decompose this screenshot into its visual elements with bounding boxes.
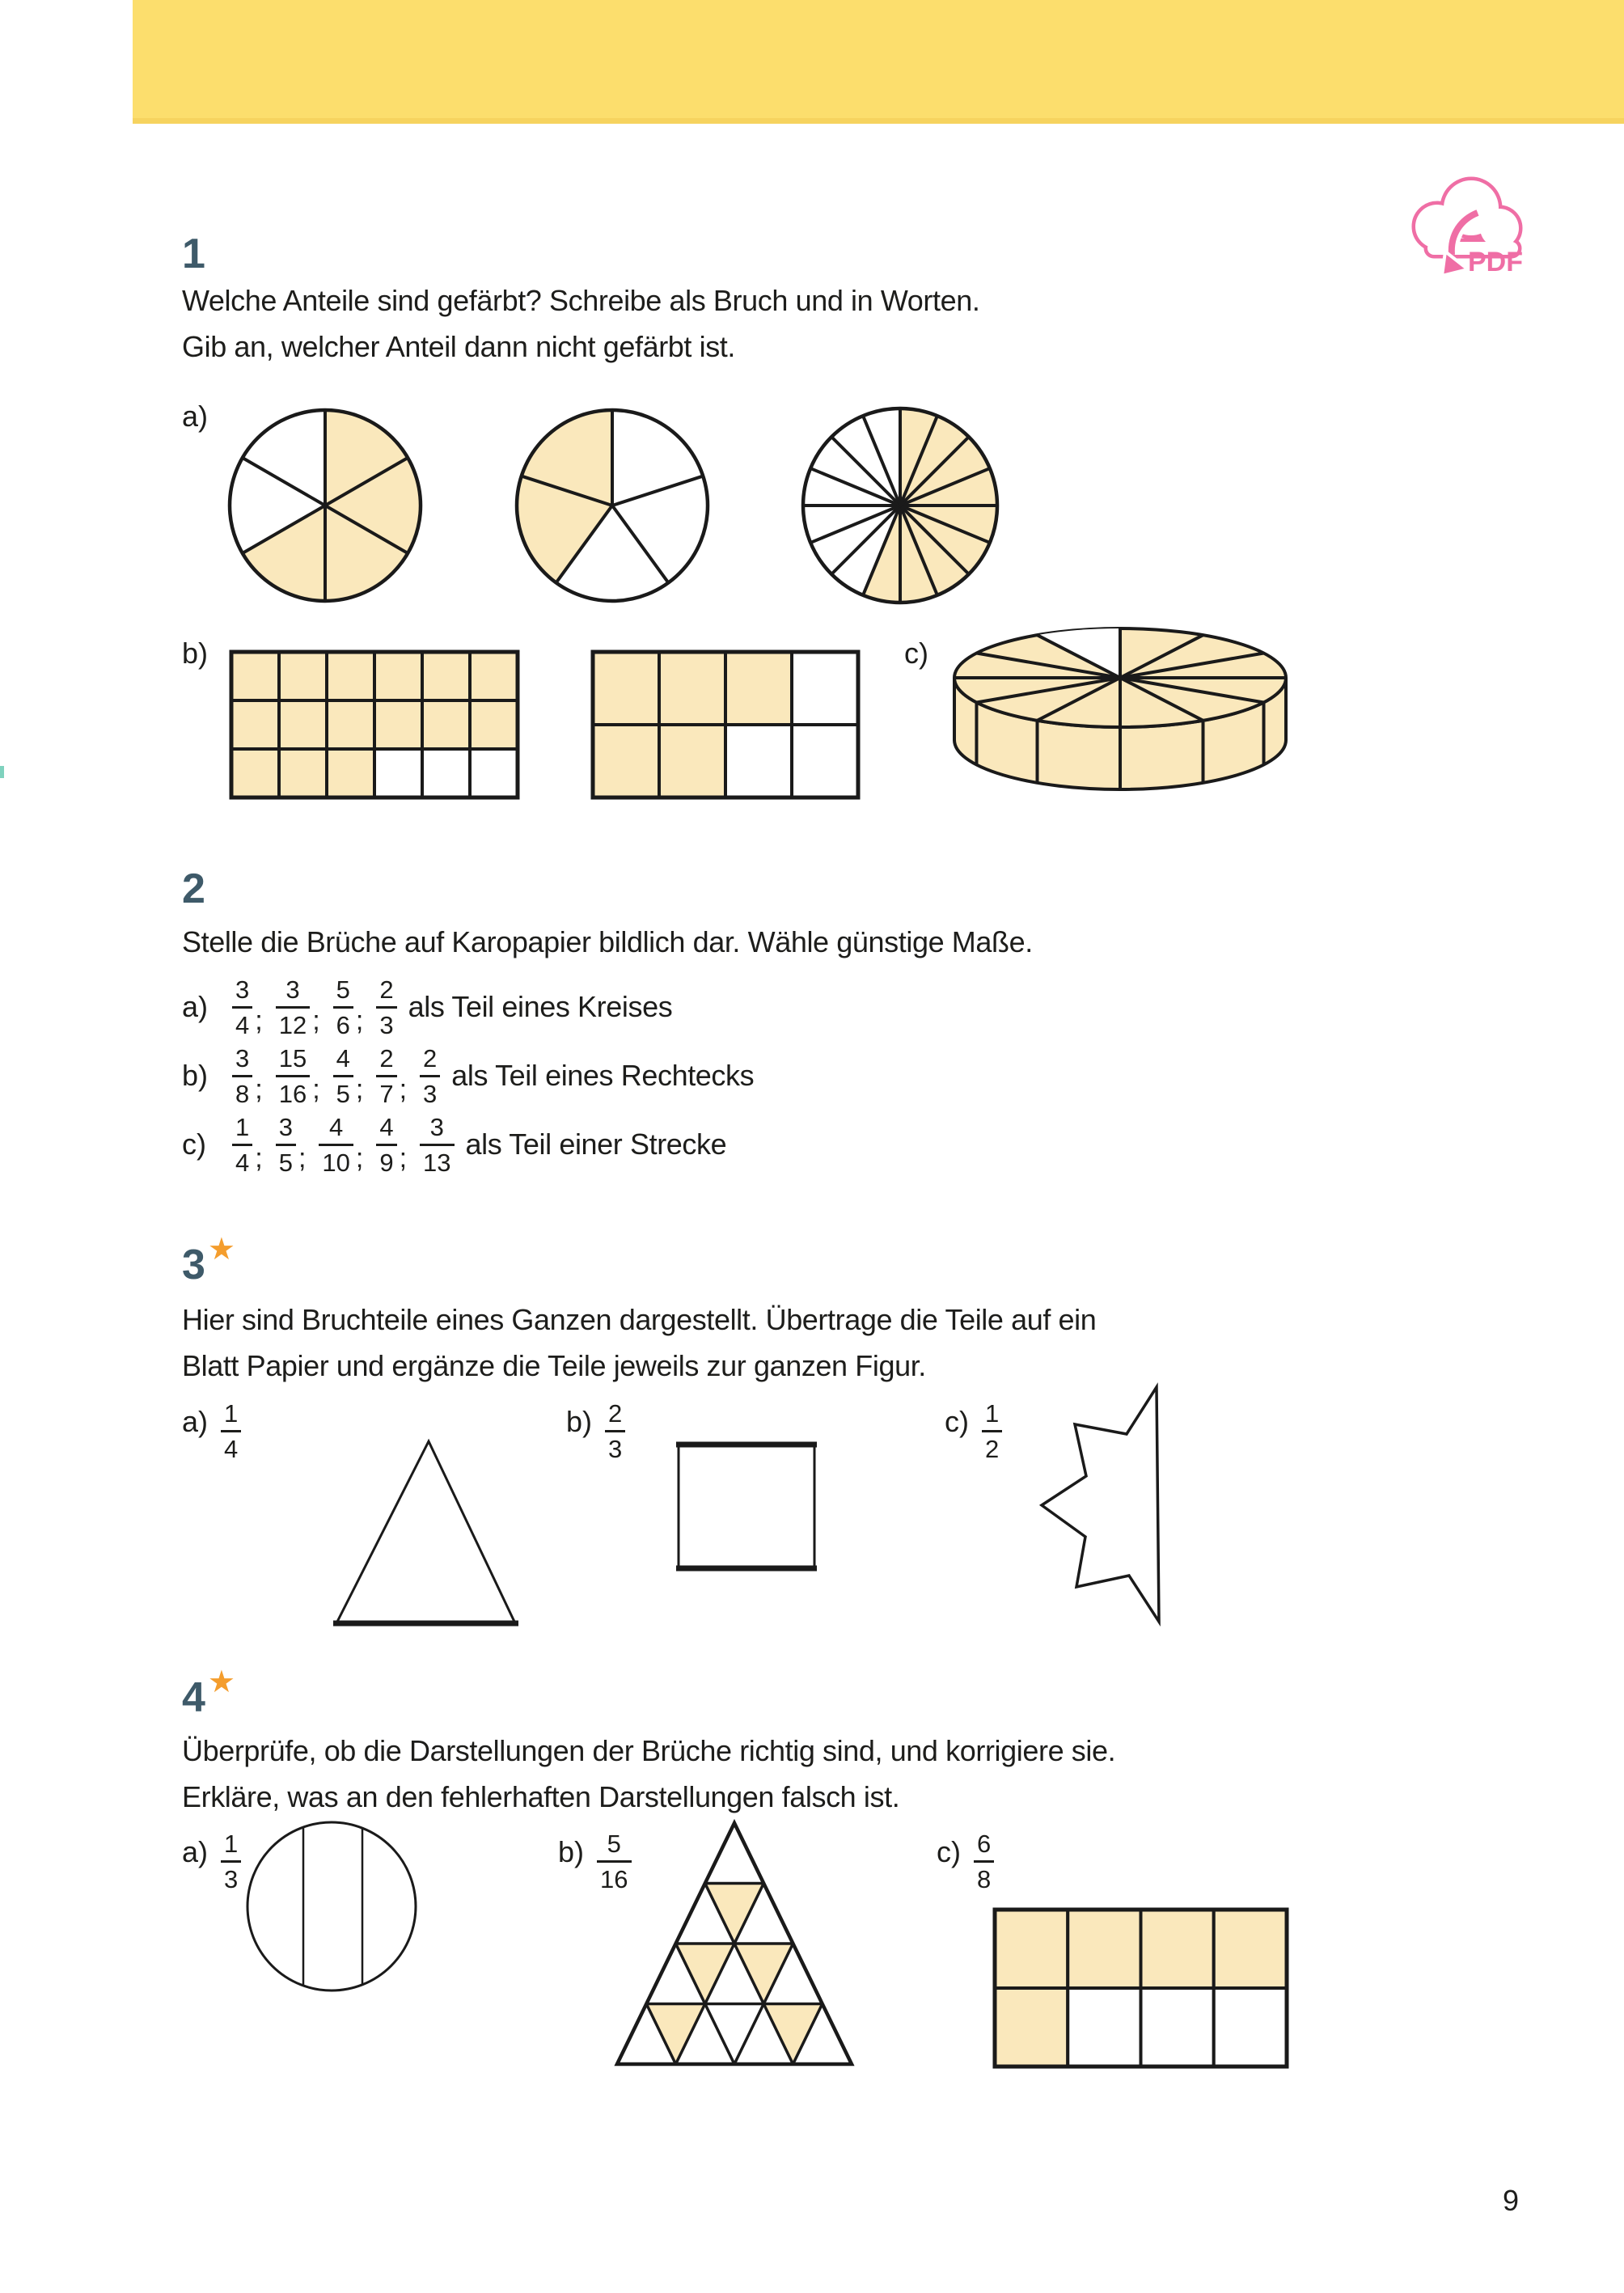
fraction: $\frac{2}{3}$ (420, 1046, 440, 1106)
trim-mark (0, 766, 4, 778)
task4-grid-4x2 (995, 1910, 1287, 2067)
fraction: $\frac{2}{7}$ (376, 1046, 396, 1106)
task4-item-b-letter: b) (558, 1835, 585, 1868)
pdf-download-icon[interactable] (1403, 166, 1541, 283)
task4-item-a-letter: a) (182, 1835, 209, 1868)
fraction-separator: ; (355, 1074, 364, 1105)
task1-cake-twelve-slices (954, 628, 1286, 789)
fraction-separator: ; (298, 1143, 307, 1174)
fraction-separator: ; (255, 1005, 263, 1036)
task1-part-c-label: c) (904, 637, 928, 670)
fraction: $\frac{1}{4}$ (232, 1115, 252, 1175)
task2-row-suffix: als Teil einer Strecke (465, 1127, 727, 1161)
pdf-icon-label: PDF (1468, 247, 1523, 277)
fraction: $\frac{5}{6}$ (333, 977, 353, 1038)
task2-row-letter: a) (182, 990, 209, 1023)
task4-number (182, 1665, 235, 1721)
fraction-separator: ; (312, 1074, 320, 1105)
fraction: $\frac{4}{10}$ (319, 1115, 353, 1175)
fraction: $\frac{15}{16}$ (276, 1046, 310, 1106)
task4-star-icon: ★ (207, 1665, 235, 1699)
header-yellow-band-edge (133, 118, 1624, 124)
task1-number (182, 233, 205, 275)
fraction: $\frac{3}{4}$ (232, 977, 252, 1038)
task4-instruction-line2: Erkläre, was an den fehlerhaften Darstellungen falsch ist. (182, 1780, 900, 1813)
task2-row-b (182, 1042, 754, 1110)
fraction: $\frac{3}{8}$ (232, 1046, 252, 1106)
task4-item-a-fraction: $\frac{1}{3}$ (221, 1831, 241, 1892)
task3-item-c-label (945, 1399, 1002, 1463)
fraction-separator: ; (355, 1143, 364, 1174)
task1-pie-five-fifths (517, 410, 708, 601)
task4-item-c-label (937, 1830, 994, 1893)
fraction: $\frac{3}{12}$ (276, 977, 310, 1038)
fraction: $\frac{4}{9}$ (376, 1115, 396, 1175)
task3-item-b-letter: b) (566, 1405, 593, 1438)
task3-item-c-letter: c) (945, 1405, 969, 1438)
task1-pie-six-sixths (230, 410, 421, 601)
task3-item-c-fraction: $\frac{1}{2}$ (982, 1401, 1002, 1462)
task4-circle-two-chords-shape (247, 1822, 416, 1991)
task3-instruction-line2: Blatt Papier und ergänze die Teile jeweils zur ganzen Figur. (182, 1349, 926, 1382)
task1-instruction-line1: Welche Anteile sind gefärbt? Schreibe als Bruch und in Worten. (182, 284, 980, 317)
task2-number-text: 2 (182, 865, 205, 912)
task2-row-letter: b) (182, 1059, 209, 1092)
fraction-separator: ; (255, 1074, 263, 1105)
task1-grid-6x3 (231, 652, 518, 797)
task1-instruction-line2: Gib an, welcher Anteil dann nicht gefärbt ist. (182, 330, 736, 363)
task1-part-a-label: a) (182, 400, 209, 433)
fraction-separator: ; (355, 1005, 364, 1036)
task4-item-b-fraction: $\frac{5}{16}$ (597, 1831, 631, 1892)
task2-row-c (182, 1111, 726, 1178)
task3-item-a-label (182, 1399, 241, 1463)
fraction-separator: ; (255, 1143, 263, 1174)
task3-half-star-shape (1042, 1387, 1159, 1622)
task3-rectangle-two-thirds-shape (676, 1445, 817, 1568)
task4-triangle-16-cells (617, 1823, 881, 2064)
task3-item-a-letter: a) (182, 1405, 209, 1438)
task3-instruction-line1: Hier sind Bruchteile eines Ganzen dargestellt. Übertrage die Teile auf ein (182, 1303, 1097, 1336)
page-number: 9 (1503, 2184, 1520, 2217)
task2-row-suffix: als Teil eines Rechtecks (451, 1059, 755, 1092)
task4-item-a-label (182, 1830, 241, 1893)
fraction-separator: ; (312, 1005, 320, 1036)
task1-part-b-label: b) (182, 637, 209, 670)
fraction-separator: ; (399, 1074, 408, 1105)
task3-number (182, 1233, 235, 1288)
task3-item-a-fraction: $\frac{1}{4}$ (221, 1401, 241, 1462)
task2-number (182, 865, 205, 912)
fraction: $\frac{3}{5}$ (276, 1115, 296, 1175)
task2-row-suffix: als Teil eines Kreises (408, 990, 673, 1023)
task4-item-c-fraction: $\frac{6}{8}$ (974, 1831, 994, 1892)
header-yellow-band (133, 0, 1624, 118)
task1-number-text: 1 (182, 231, 205, 277)
task3-number-text: 3 (182, 1242, 205, 1288)
fraction: $\frac{4}{5}$ (333, 1046, 353, 1106)
task4-instruction-line1: Überprüfe, ob die Darstellungen der Brüche richtig sind, und korrigiere sie. (182, 1734, 1116, 1767)
task1-pie-sixteen-sixteenths (803, 408, 997, 603)
task4-number-text: 4 (182, 1674, 205, 1721)
task4-item-b-label (558, 1830, 632, 1893)
fraction-separator: ; (399, 1143, 408, 1174)
task1-grid-4x2 (593, 652, 858, 797)
task2-row-letter: c) (182, 1127, 206, 1161)
fraction: $\frac{2}{3}$ (376, 977, 396, 1038)
task2-row-a (182, 973, 672, 1041)
fraction: $\frac{3}{13}$ (420, 1115, 454, 1175)
task3-item-b-label (566, 1399, 625, 1463)
task3-item-b-fraction: $\frac{2}{3}$ (605, 1401, 625, 1462)
task3-star-icon: ★ (207, 1233, 235, 1267)
task4-item-c-letter: c) (937, 1835, 961, 1868)
task3-triangle-quarter-shape (333, 1441, 518, 1623)
task2-instruction-line1: Stelle die Brüche auf Karopapier bildlich dar. Wähle günstige Maße. (182, 925, 1033, 958)
